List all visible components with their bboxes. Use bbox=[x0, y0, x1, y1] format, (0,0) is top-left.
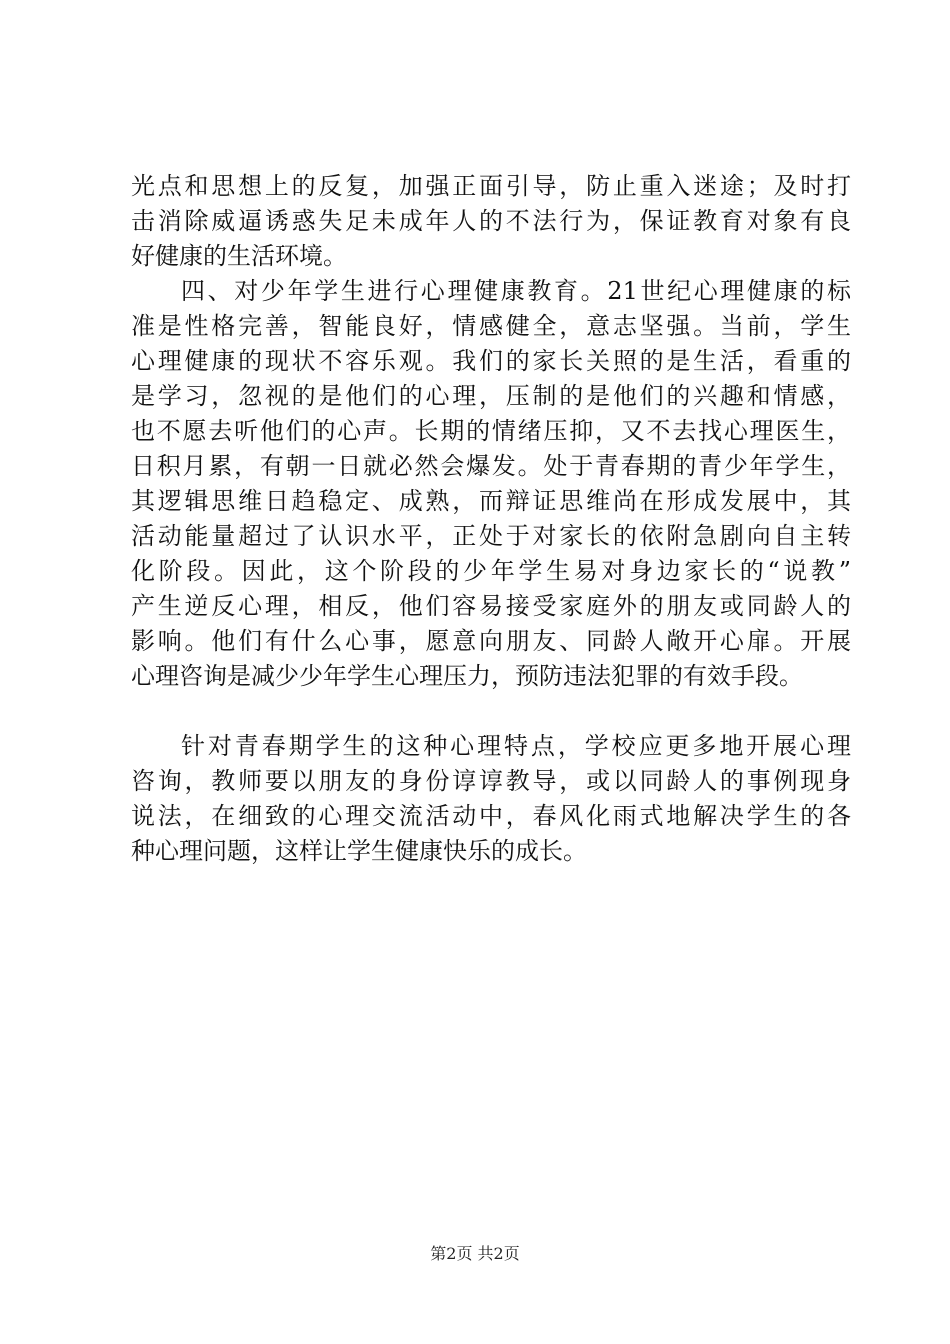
paragraph-2-line-12: 心理咨询是减少少年学生心理压力，预防违法犯罪的有效手段。 bbox=[131, 662, 803, 690]
paragraph-2-line-1: 四、对少年学生进行心理健康教育。21世纪心理健康的标 bbox=[181, 277, 851, 305]
paragraph-3-line-2: 咨询，教师要以朋友的身份谆谆教导，或以同龄人的事例现身 bbox=[131, 767, 851, 795]
page-footer: 第2页 共2页 bbox=[430, 1244, 520, 1263]
paragraph-2-line-6: 日积月累，有朝一日就必然会爆发。处于青春期的青少年学生， bbox=[131, 452, 851, 480]
paragraph-2-line-11: 影响。他们有什么心事，愿意向朋友、同龄人敞开心扉。开展 bbox=[131, 627, 851, 655]
paragraph-1-line-2: 击消除威逼诱惑失足未成年人的不法行为，保证教育对象有良 bbox=[131, 207, 851, 235]
paragraph-2-line-3: 心理健康的现状不容乐观。我们的家长关照的是生活，看重的 bbox=[131, 347, 851, 375]
paragraph-1-line-3: 好健康的生活环境。 bbox=[131, 242, 347, 270]
paragraph-3-line-1: 针对青春期学生的这种心理特点，学校应更多地开展心理 bbox=[181, 732, 851, 760]
paragraph-2-line-7: 其逻辑思维日趋稳定、成熟，而辩证思维尚在形成发展中，其 bbox=[131, 487, 851, 515]
paragraph-3-line-3: 说法，在细致的心理交流活动中，春风化雨式地解决学生的各 bbox=[131, 802, 851, 830]
paragraph-2-line-9: 化阶段。因此，这个阶段的少年学生易对身边家长的“说教” bbox=[131, 557, 851, 585]
paragraph-1-line-1: 光点和思想上的反复，加强正面引导，防止重入迷途；及时打 bbox=[131, 172, 851, 200]
paragraph-2-line-8: 活动能量超过了认识水平，正处于对家长的依附急剧向自主转 bbox=[131, 522, 851, 550]
paragraph-2-line-10: 产生逆反心理，相反，他们容易接受家庭外的朋友或同龄人的 bbox=[131, 592, 851, 620]
paragraph-3-line-4: 种心理问题，这样让学生健康快乐的成长。 bbox=[131, 837, 587, 865]
paragraph-2-line-5: 也不愿去听他们的心声。长期的情绪压抑，又不去找心理医生， bbox=[131, 417, 851, 445]
paragraph-2-line-4: 是学习，忽视的是他们的心理，压制的是他们的兴趣和情感， bbox=[131, 382, 851, 410]
paragraph-2-line-2: 准是性格完善，智能良好，情感健全，意志坚强。当前，学生 bbox=[131, 312, 851, 340]
